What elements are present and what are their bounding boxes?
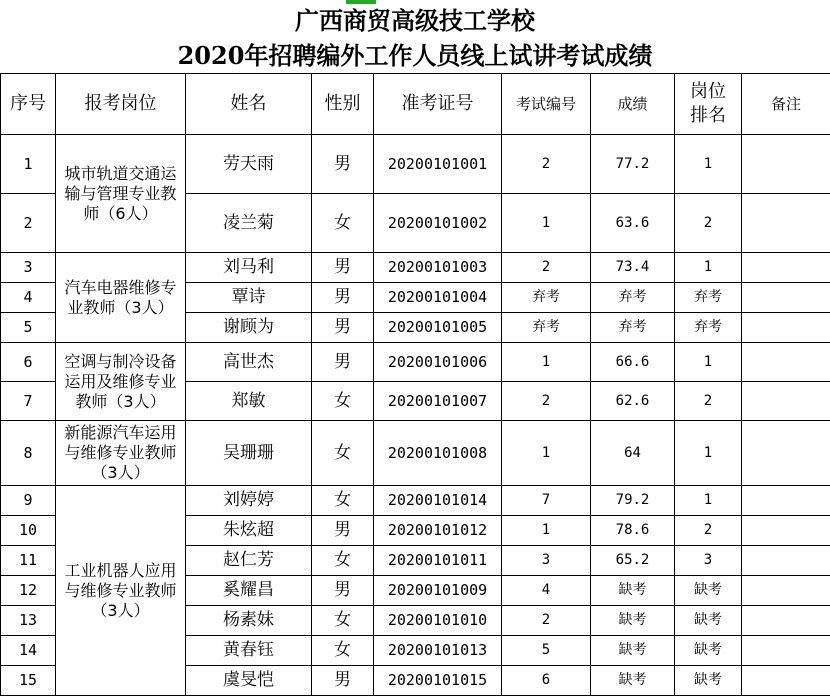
cell-rank: 1 bbox=[675, 486, 742, 516]
cell-score: 弃考 bbox=[591, 313, 675, 343]
cell-name: 黄春钰 bbox=[186, 636, 312, 666]
header-position: 报考岗位 bbox=[56, 74, 186, 135]
cell-index: 6 bbox=[1, 343, 56, 382]
table-row bbox=[1, 421, 830, 486]
cell-note bbox=[742, 486, 830, 516]
cell-note bbox=[742, 516, 830, 546]
cell-ticket: 20200101014 bbox=[374, 486, 502, 516]
cell-score: 弃考 bbox=[591, 283, 675, 313]
table-header-row bbox=[1, 74, 830, 135]
cell-score: 77.2 bbox=[591, 135, 675, 194]
cell-exam-no: 4 bbox=[502, 576, 591, 606]
cell-exam-no: 2 bbox=[502, 253, 591, 283]
header-note: 备注 bbox=[742, 74, 830, 135]
cell-rank: 1 bbox=[675, 253, 742, 283]
cell-exam-no: 1 bbox=[502, 421, 591, 486]
cell-index: 9 bbox=[1, 486, 56, 516]
table-row bbox=[1, 486, 830, 516]
cell-rank: 缺考 bbox=[675, 636, 742, 666]
cell-name: 劳天雨 bbox=[186, 135, 312, 194]
cell-index: 14 bbox=[1, 636, 56, 666]
cell-position: 工业机器人应用与维修专业教师（3人） bbox=[56, 486, 186, 696]
cell-exam-no: 1 bbox=[502, 343, 591, 382]
cell-rank: 1 bbox=[675, 343, 742, 382]
cell-rank: 1 bbox=[675, 421, 742, 486]
header-index: 序号 bbox=[1, 74, 56, 135]
cell-exam-no: 7 bbox=[502, 486, 591, 516]
cell-exam-no: 2 bbox=[502, 606, 591, 636]
cell-index: 2 bbox=[1, 194, 56, 253]
cell-sex: 女 bbox=[312, 382, 374, 421]
cell-rank: 弃考 bbox=[675, 283, 742, 313]
cell-name: 谢顾为 bbox=[186, 313, 312, 343]
cell-ticket: 20200101012 bbox=[374, 516, 502, 546]
cell-ticket: 20200101006 bbox=[374, 343, 502, 382]
cell-note bbox=[742, 194, 830, 253]
cell-score: 缺考 bbox=[591, 666, 675, 696]
cell-score: 73.4 bbox=[591, 253, 675, 283]
cell-note bbox=[742, 343, 830, 382]
header-sex: 性别 bbox=[312, 74, 374, 135]
cell-sex: 男 bbox=[312, 313, 374, 343]
cell-index: 12 bbox=[1, 576, 56, 606]
cell-ticket: 20200101008 bbox=[374, 421, 502, 486]
cell-exam-no: 弃考 bbox=[502, 283, 591, 313]
cell-name: 朱炫超 bbox=[186, 516, 312, 546]
cell-score: 79.2 bbox=[591, 486, 675, 516]
cell-sex: 女 bbox=[312, 421, 374, 486]
cell-position: 汽车电器维修专业教师（3人） bbox=[56, 253, 186, 343]
cell-note bbox=[742, 313, 830, 343]
cell-exam-no: 5 bbox=[502, 636, 591, 666]
cell-exam-no: 3 bbox=[502, 546, 591, 576]
cell-rank: 2 bbox=[675, 194, 742, 253]
cell-exam-no: 2 bbox=[502, 382, 591, 421]
cell-sex: 男 bbox=[312, 343, 374, 382]
cell-index: 5 bbox=[1, 313, 56, 343]
cell-score: 缺考 bbox=[591, 636, 675, 666]
table-row bbox=[1, 343, 830, 382]
cell-rank: 1 bbox=[675, 135, 742, 194]
cell-ticket: 20200101007 bbox=[374, 382, 502, 421]
cell-score: 64 bbox=[591, 421, 675, 486]
header-name: 姓名 bbox=[186, 74, 312, 135]
cell-index: 10 bbox=[1, 516, 56, 546]
cell-sex: 女 bbox=[312, 546, 374, 576]
cell-position: 空调与制冷设备运用及维修专业教师（3人） bbox=[56, 343, 186, 421]
cell-name: 凌兰菊 bbox=[186, 194, 312, 253]
cell-note bbox=[742, 253, 830, 283]
cell-index: 8 bbox=[1, 421, 56, 486]
cell-sex: 女 bbox=[312, 194, 374, 253]
cell-rank: 2 bbox=[675, 516, 742, 546]
cell-ticket: 20200101002 bbox=[374, 194, 502, 253]
cell-note bbox=[742, 606, 830, 636]
cell-score: 缺考 bbox=[591, 576, 675, 606]
cell-sex: 男 bbox=[312, 283, 374, 313]
cell-name: 虞旻恺 bbox=[186, 666, 312, 696]
cell-index: 7 bbox=[1, 382, 56, 421]
document-title: 广西商贸高级技工学校 bbox=[0, 6, 830, 36]
cell-rank: 缺考 bbox=[675, 576, 742, 606]
cell-note bbox=[742, 421, 830, 486]
header-ticket: 准考证号 bbox=[374, 74, 502, 135]
cell-name: 高世杰 bbox=[186, 343, 312, 382]
cell-exam-no: 1 bbox=[502, 516, 591, 546]
cell-sex: 女 bbox=[312, 636, 374, 666]
table-row bbox=[1, 135, 830, 194]
cell-name: 赵仁芳 bbox=[186, 546, 312, 576]
cell-sex: 女 bbox=[312, 606, 374, 636]
cell-score: 63.6 bbox=[591, 194, 675, 253]
header-exam-no: 考试编号 bbox=[502, 74, 591, 135]
cell-note bbox=[742, 576, 830, 606]
cell-exam-no: 1 bbox=[502, 194, 591, 253]
selection-mark bbox=[346, 0, 376, 4]
cell-score: 78.6 bbox=[591, 516, 675, 546]
header-score: 成绩 bbox=[591, 74, 675, 135]
cell-score: 65.2 bbox=[591, 546, 675, 576]
header-rank: 岗位 排名 bbox=[675, 74, 742, 135]
cell-index: 13 bbox=[1, 606, 56, 636]
cell-ticket: 20200101010 bbox=[374, 606, 502, 636]
cell-name: 奚耀昌 bbox=[186, 576, 312, 606]
cell-note bbox=[742, 382, 830, 421]
cell-ticket: 20200101004 bbox=[374, 283, 502, 313]
cell-note bbox=[742, 135, 830, 194]
cell-ticket: 20200101003 bbox=[374, 253, 502, 283]
cell-note bbox=[742, 636, 830, 666]
cell-ticket: 20200101009 bbox=[374, 576, 502, 606]
cell-name: 郑敏 bbox=[186, 382, 312, 421]
cell-score: 缺考 bbox=[591, 606, 675, 636]
cell-score: 66.6 bbox=[591, 343, 675, 382]
cell-index: 1 bbox=[1, 135, 56, 194]
cell-sex: 男 bbox=[312, 666, 374, 696]
cell-note bbox=[742, 283, 830, 313]
cell-note bbox=[742, 546, 830, 576]
cell-ticket: 20200101011 bbox=[374, 546, 502, 576]
cell-exam-no: 弃考 bbox=[502, 313, 591, 343]
cell-ticket: 20200101015 bbox=[374, 666, 502, 696]
cell-rank: 2 bbox=[675, 382, 742, 421]
cell-index: 15 bbox=[1, 666, 56, 696]
cell-rank: 弃考 bbox=[675, 313, 742, 343]
table-row bbox=[1, 253, 830, 283]
cell-name: 吴珊珊 bbox=[186, 421, 312, 486]
cell-score: 62.6 bbox=[591, 382, 675, 421]
cell-name: 杨素妹 bbox=[186, 606, 312, 636]
cell-sex: 男 bbox=[312, 253, 374, 283]
cell-rank: 缺考 bbox=[675, 606, 742, 636]
cell-ticket: 20200101005 bbox=[374, 313, 502, 343]
cell-rank: 缺考 bbox=[675, 666, 742, 696]
cell-name: 覃诗 bbox=[186, 283, 312, 313]
cell-name: 刘婷婷 bbox=[186, 486, 312, 516]
cell-sex: 男 bbox=[312, 516, 374, 546]
cell-index: 4 bbox=[1, 283, 56, 313]
cell-position: 城市轨道交通运输与管理专业教师（6人） bbox=[56, 135, 186, 253]
cell-ticket: 20200101001 bbox=[374, 135, 502, 194]
cell-rank: 3 bbox=[675, 546, 742, 576]
cell-name: 刘马利 bbox=[186, 253, 312, 283]
cell-exam-no: 2 bbox=[502, 135, 591, 194]
cell-index: 3 bbox=[1, 253, 56, 283]
cell-position: 新能源汽车运用与维修专业教师（3人） bbox=[56, 421, 186, 486]
cell-sex: 女 bbox=[312, 486, 374, 516]
cell-exam-no: 6 bbox=[502, 666, 591, 696]
document-subtitle: 2020年招聘编外工作人员线上试讲考试成绩 bbox=[0, 41, 830, 71]
results-table bbox=[0, 73, 830, 696]
cell-index: 11 bbox=[1, 546, 56, 576]
cell-note bbox=[742, 666, 830, 696]
cell-sex: 男 bbox=[312, 576, 374, 606]
cell-sex: 男 bbox=[312, 135, 374, 194]
cell-ticket: 20200101013 bbox=[374, 636, 502, 666]
